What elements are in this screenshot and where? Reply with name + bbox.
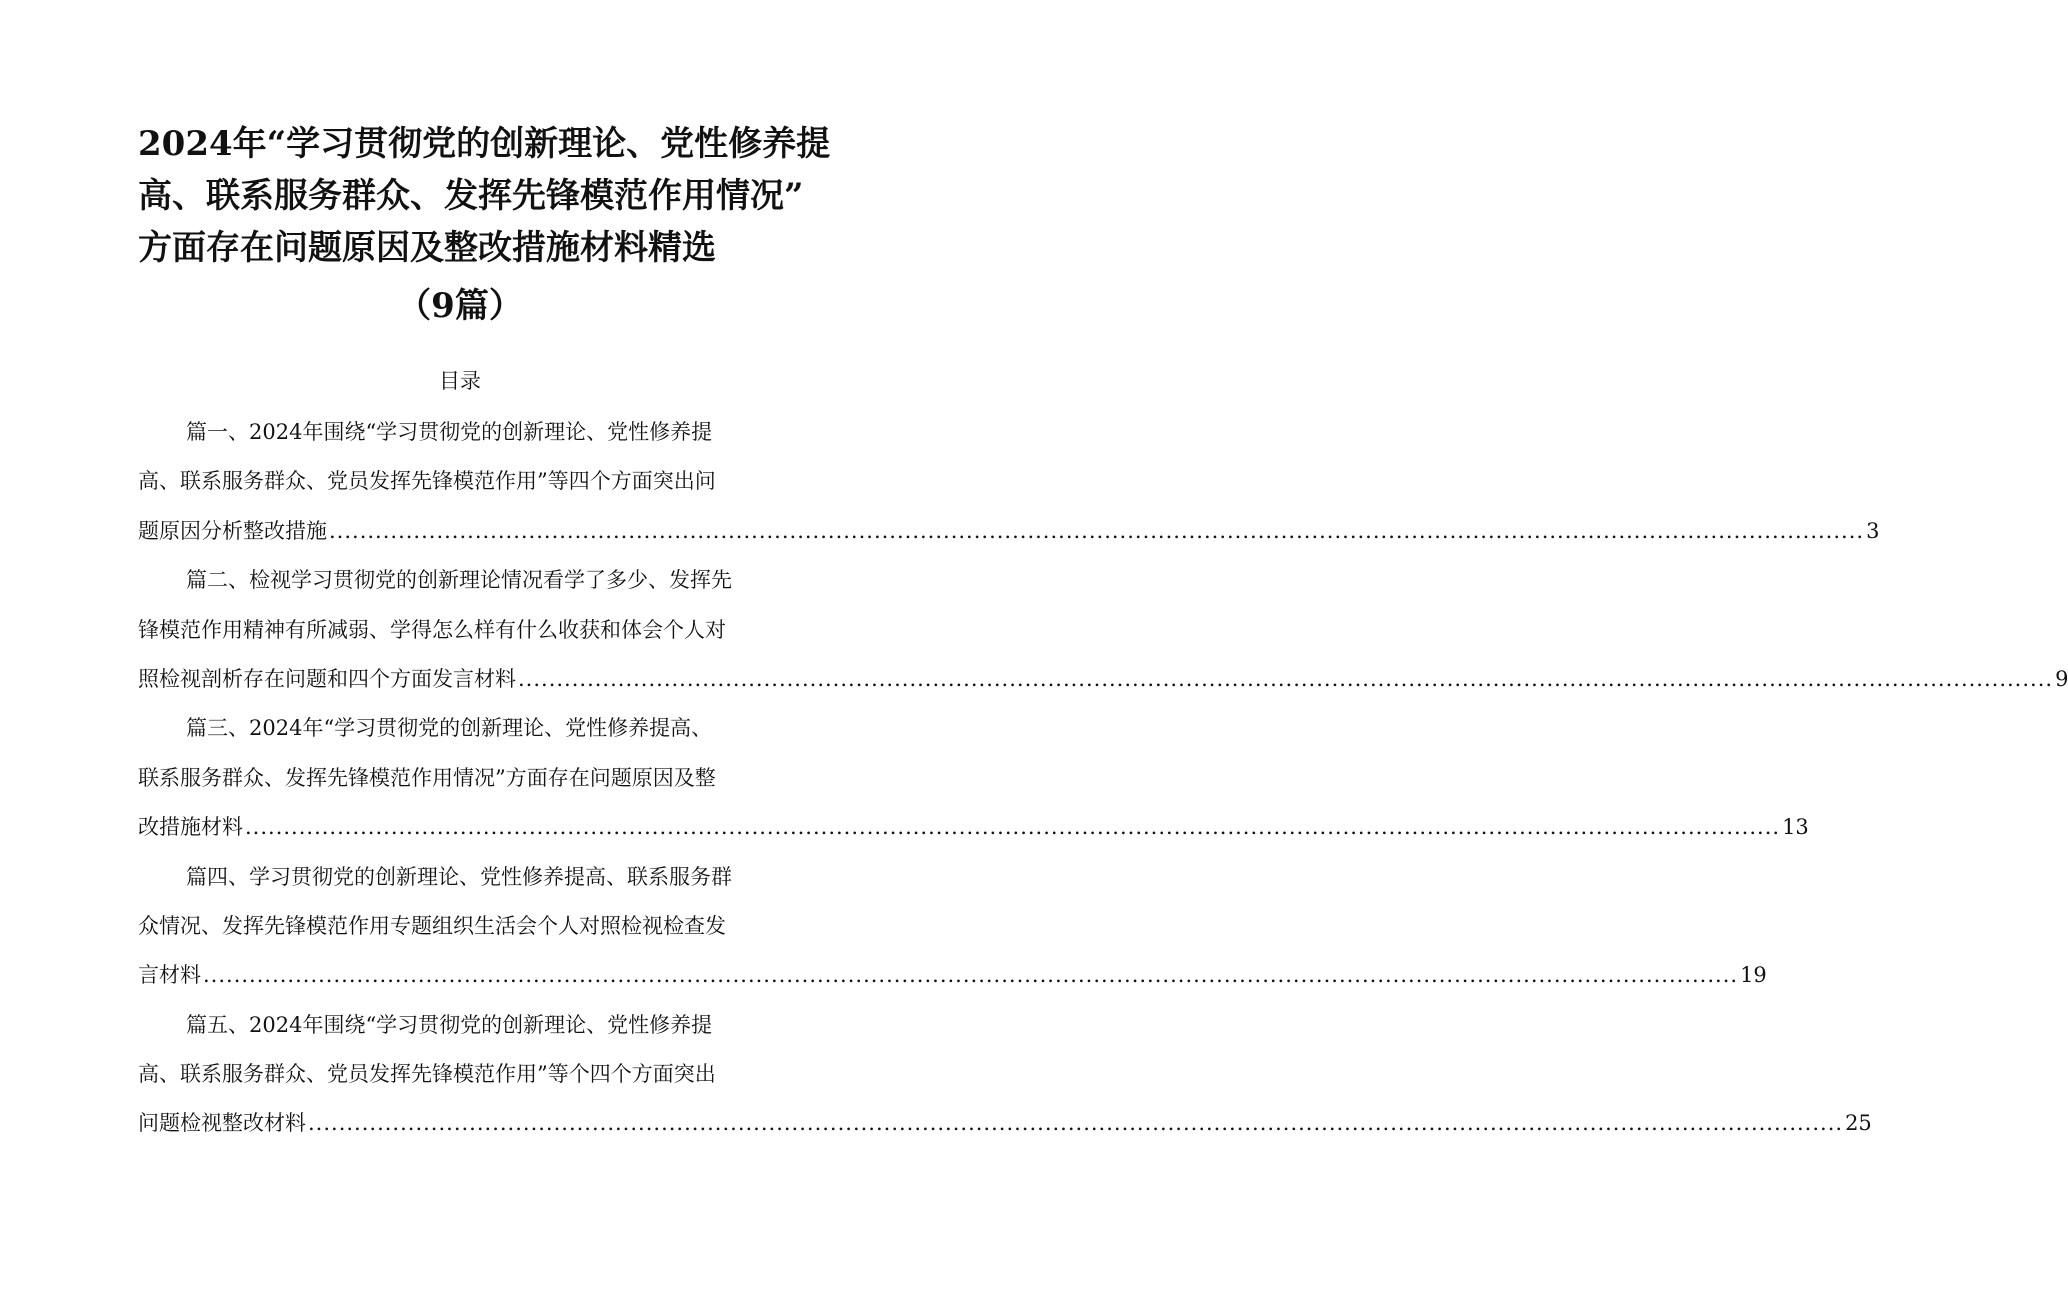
toc-page-number: 19 bbox=[1740, 963, 1767, 988]
toc-entry-line: 照检视剖析存在问题和四个方面发言材料 bbox=[138, 666, 516, 691]
dot-leader: ........................................................................................................................................................................................................ bbox=[245, 815, 1781, 840]
toc-entry-line: 问题检视整改材料 bbox=[138, 1111, 306, 1136]
toc-heading: 目录 bbox=[439, 369, 481, 393]
toc-entry-line: 篇四、学习贯彻党的创新理论、党性修养提高、联系服务群 bbox=[186, 864, 732, 889]
toc-entry-line: 联系服务群众、发挥先锋模范作用情况”方面存在问题原因及整 bbox=[138, 765, 716, 790]
toc-entry-line: 篇二、检视学习贯彻党的创新理论情况看学了多少、发挥先 bbox=[186, 568, 732, 593]
toc-entry-last-line bbox=[138, 507, 1880, 556]
toc-entry-line: 言材料 bbox=[138, 963, 201, 988]
toc-entry-line: 改措施材料 bbox=[138, 815, 243, 840]
toc-page-number: 3 bbox=[1866, 518, 1880, 543]
dot-leader: ........................................................................................................................................................................................................ bbox=[308, 1111, 1844, 1136]
dot-leader: ........................................................................................................................................................................................................ bbox=[203, 963, 1739, 988]
toc-entry-last-line bbox=[138, 1099, 1872, 1148]
title-line-2: 高、联系服务群众、发挥先锋模范作用情况” bbox=[138, 176, 804, 216]
toc-entry-last-line bbox=[138, 803, 1809, 852]
toc-entry-line: 锋模范作用精神有所减弱、学得怎么样有什么收获和体会个人对 bbox=[138, 617, 726, 642]
toc-entry-line: 篇三、2024年“学习贯彻党的创新理论、党性修养提高、 bbox=[186, 716, 713, 741]
dot-leader: ........................................................................................................................................................................................................ bbox=[518, 666, 2054, 691]
toc-entry-4[interactable] bbox=[138, 853, 1767, 1001]
toc-entry-line: 众情况、发挥先锋模范作用专题组织生活会个人对照检视检查发 bbox=[138, 913, 726, 938]
toc-entry-5[interactable] bbox=[138, 1001, 1872, 1149]
toc-entry-last-line bbox=[138, 655, 2068, 704]
title-line-1: 2024年“学习贯彻党的创新理论、党性修养提 bbox=[138, 124, 831, 164]
toc-entry-line: 篇一、2024年围绕“学习贯彻党的创新理论、党性修养提 bbox=[186, 420, 713, 444]
table-of-contents bbox=[138, 408, 2068, 1149]
dot-leader: ........................................................................................................................................................................................................ bbox=[329, 518, 1865, 543]
document-title bbox=[138, 118, 831, 274]
toc-page-number: 25 bbox=[1845, 1111, 1872, 1136]
toc-page-number: 13 bbox=[1782, 815, 1809, 840]
toc-entry-line: 题原因分析整改措施 bbox=[138, 518, 327, 543]
toc-entry-1[interactable] bbox=[138, 408, 1880, 556]
title-count: （9篇） bbox=[397, 286, 523, 326]
title-line-3: 方面存在问题原因及整改措施材料精选 bbox=[138, 228, 716, 268]
toc-entry-last-line bbox=[138, 951, 1767, 1000]
toc-entry-line: 高、联系服务群众、党员发挥先锋模范作用”等四个方面突出问 bbox=[138, 469, 716, 494]
toc-page-number: 9 bbox=[2055, 666, 2068, 691]
toc-entry-line: 高、联系服务群众、党员发挥先锋模范作用”等个四个方面突出 bbox=[138, 1062, 716, 1087]
toc-entry-2[interactable] bbox=[138, 556, 2068, 704]
toc-entry-line: 篇五、2024年围绕“学习贯彻党的创新理论、党性修养提 bbox=[186, 1012, 713, 1037]
toc-entry-3[interactable] bbox=[138, 704, 1809, 852]
